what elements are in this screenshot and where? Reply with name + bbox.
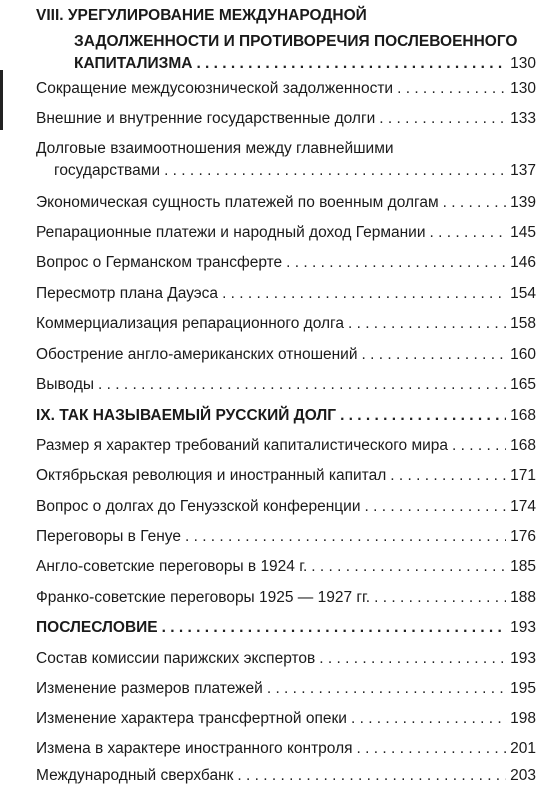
- page-number: 130: [510, 55, 536, 72]
- toc-entry-title: Англо-советские переговоры в 1924 г.: [36, 558, 308, 575]
- page-number: 193: [510, 619, 536, 636]
- page-number: 158: [510, 315, 536, 332]
- toc-entry[interactable]: [36, 79, 536, 99]
- leader-dots: [357, 739, 507, 759]
- page-number: 203: [510, 767, 536, 784]
- toc-entry[interactable]: [36, 557, 536, 577]
- leader-dots: [430, 223, 507, 243]
- page-number: 130: [510, 80, 536, 97]
- toc-entry-title: Состав комиссии парижских экспертов: [36, 650, 316, 667]
- leader-dots: [164, 161, 506, 181]
- page-number: 176: [510, 528, 536, 545]
- page-number: 146: [510, 254, 536, 271]
- toc-entry[interactable]: [36, 314, 536, 334]
- toc-entry[interactable]: [36, 709, 536, 729]
- leader-dots: [162, 618, 506, 638]
- toc-entry-title: Международный сверхбанк: [36, 767, 234, 784]
- toc-entry-title: Долговые взаимоотношения между главнейшими: [36, 140, 394, 157]
- toc-entry[interactable]: [36, 109, 536, 129]
- leader-dots: [443, 193, 507, 213]
- chapter-9-title: IX. ТАК НАЗЫВАЕМЫЙ РУССКИЙ ДОЛГ: [36, 407, 337, 424]
- page-number: 201: [510, 740, 536, 757]
- toc-entry-title: Внешние и внутренние государственные долги: [36, 110, 376, 127]
- toc-entry-title: Пересмотр плана Дауэса: [36, 285, 219, 302]
- leader-dots: [237, 766, 506, 786]
- leader-dots: [397, 79, 506, 99]
- chapter-8-heading-line1: VIII. УРЕГУЛИРОВАНИЕ МЕЖДУНАРОДНОЙ: [36, 7, 367, 24]
- leader-dots: [364, 497, 506, 517]
- leader-dots: [390, 466, 506, 486]
- toc-entry[interactable]: [36, 766, 536, 786]
- page-number: 145: [510, 224, 536, 241]
- page-number: 160: [510, 346, 536, 363]
- toc-entry-title: Сокращение междусоюзнической задолженности: [36, 80, 394, 97]
- toc-entry[interactable]: [36, 497, 536, 517]
- toc-entry-title: Репарационные платежи и народный доход Германии: [36, 224, 426, 241]
- page-number: 198: [510, 710, 536, 727]
- leader-dots: [98, 375, 506, 395]
- leader-dots: [374, 588, 506, 608]
- leader-dots: [452, 436, 506, 456]
- page-edge-shadow: [0, 70, 3, 130]
- toc-entry[interactable]: [36, 588, 536, 608]
- leader-dots: [379, 109, 506, 129]
- toc-entry-title: Размер я характер требований капиталистического мира: [36, 437, 449, 454]
- page-number: 154: [510, 285, 536, 302]
- toc-entry-title: Франко-советские переговоры 1925 — 1927 гг.: [36, 589, 371, 606]
- toc-entry-title: Изменение размеров платежей: [36, 680, 263, 697]
- toc-entry[interactable]: [36, 739, 536, 759]
- chapter-8-heading-title: КАПИТАЛИЗМА: [74, 55, 193, 72]
- toc-entry[interactable]: [36, 284, 536, 304]
- toc-entry[interactable]: [36, 345, 536, 365]
- page-number: 185: [510, 558, 536, 575]
- toc-entry-title: Экономическая сущность платежей по военным долгам: [36, 194, 439, 211]
- page-number: 195: [510, 680, 536, 697]
- leader-dots: [311, 557, 506, 577]
- toc-entry[interactable]: [36, 649, 536, 669]
- page-number: 171: [510, 467, 536, 484]
- toc-entry-title: Обострение англо-американских отношений: [36, 346, 358, 363]
- toc-entry-title: Вопрос о Германском трансферте: [36, 254, 283, 271]
- page-number: 168: [510, 407, 536, 424]
- page-number: 139: [510, 194, 536, 211]
- toc-entry-title: Октябрьская революция и иностранный капитал: [36, 467, 387, 484]
- leader-dots: [196, 54, 506, 74]
- toc-entry-title: Изменение характера трансфертной опеки: [36, 710, 347, 727]
- toc-entry-title: Переговоры в Генуе: [36, 528, 181, 545]
- leader-dots: [319, 649, 506, 669]
- toc-entry[interactable]: [36, 527, 536, 547]
- toc-entry-title: Выводы: [36, 376, 95, 393]
- leader-dots: [351, 709, 506, 729]
- page-number: 133: [510, 110, 536, 127]
- afterword-title: ПОСЛЕСЛОВИЕ: [36, 619, 158, 636]
- page-number: 137: [510, 162, 536, 179]
- page-number: 193: [510, 650, 536, 667]
- toc-entry-title: Коммерциализация репарационного долга: [36, 315, 344, 332]
- toc-entry[interactable]: [36, 223, 536, 243]
- leader-dots: [267, 679, 506, 699]
- chapter-9-heading[interactable]: [36, 406, 536, 426]
- toc-entry-title: Вопрос о долгах до Генуэзской конференции: [36, 498, 361, 515]
- afterword-heading[interactable]: [36, 618, 536, 638]
- chapter-8-heading-line2: ЗАДОЛЖЕННОСТИ И ПРОТИВОРЕЧИЯ ПОСЛЕВОЕННОГО: [74, 33, 518, 50]
- toc-entry[interactable]: [36, 436, 536, 456]
- toc-entry-title-continued: государствами: [54, 162, 161, 179]
- toc-entry[interactable]: [36, 466, 536, 486]
- page-number: 174: [510, 498, 536, 515]
- toc-entry[interactable]: [36, 139, 536, 181]
- chapter-8-heading-line3[interactable]: [74, 54, 536, 74]
- page-number: 188: [510, 589, 536, 606]
- toc-entry[interactable]: [36, 193, 536, 213]
- leader-dots: [348, 314, 506, 334]
- leader-dots: [185, 527, 506, 547]
- leader-dots: [286, 253, 506, 273]
- page-number: 165: [510, 376, 536, 393]
- toc-entry[interactable]: [36, 253, 536, 273]
- leader-dots: [222, 284, 506, 304]
- leader-dots: [340, 406, 506, 426]
- page-number: 168: [510, 437, 536, 454]
- toc-entry-title: Измена в характере иностранного контроля: [36, 740, 353, 757]
- toc-entry[interactable]: [36, 679, 536, 699]
- leader-dots: [362, 345, 507, 365]
- toc-entry[interactable]: [36, 375, 536, 395]
